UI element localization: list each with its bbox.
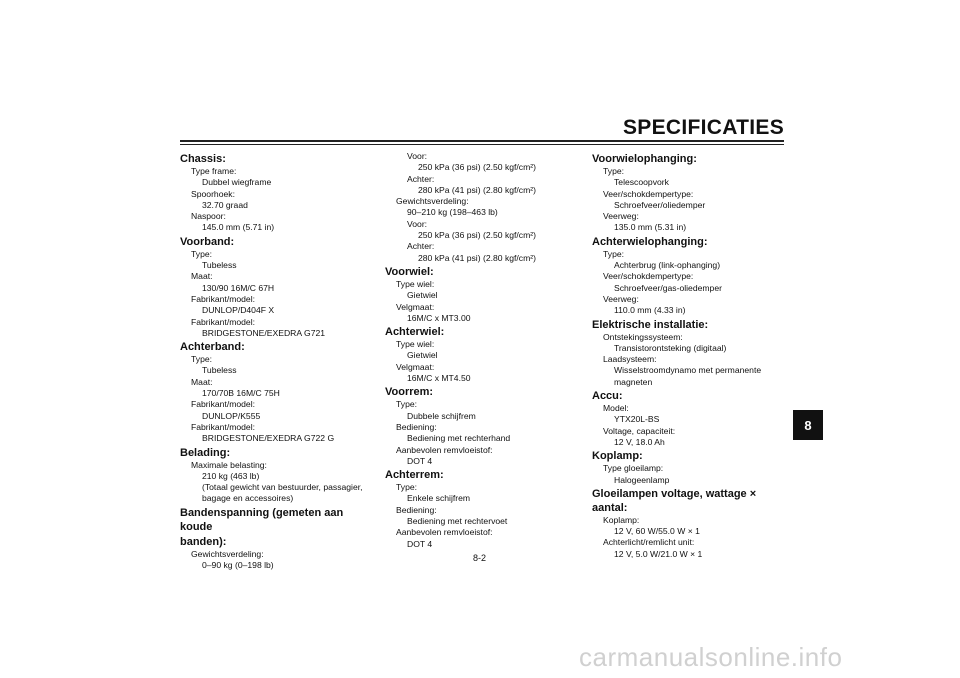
spec-column-middle [385,151,581,550]
spec-line: Achterbrug (link-ophanging) [614,260,721,271]
page-title: SPECIFICATIES [622,116,784,139]
spec-line: Achter: [407,241,435,252]
section-heading: Voorwielophanging: [592,153,697,165]
spec-line: Voltage, capaciteit: [603,425,676,436]
spec-line: Veer/schokdempertype: [603,271,694,282]
page-number: 8-2 [473,553,487,563]
spec-line: Model: [603,403,629,414]
spec-line: Maat: [191,271,213,282]
spec-line: (Totaal gewicht van bestuurder, passagier, [202,482,363,493]
spec-line: 135.0 mm (5.31 in) [614,222,687,233]
spec-line: Wisselstroomdynamo met permanente [614,365,762,376]
section-heading: Voorband: [180,235,235,248]
spec-line: 0–90 kg (0–198 lb) [202,560,274,571]
spec-line: Fabrikant/model: [191,421,256,432]
section-heading: Koplamp: [592,450,643,463]
spec-line: Type: [191,248,213,259]
spec-line: Type: [396,482,418,493]
section-heading: Gloeilampen voltage, wattage × aantal: [592,487,757,514]
section-heading: Accu: [592,390,623,403]
spec-line: magneten [614,376,653,387]
spec-line: Type wiel: [396,339,435,350]
spec-line: Achter: [407,173,435,184]
spec-line: Dubbele schijfrem [407,410,476,421]
spec-line: Laadsysteem: [603,354,657,365]
watermark: carmanualsonline.info [579,642,843,672]
spec-line: BRIDGESTONE/EXEDRA G722 G [202,433,335,444]
spec-line: Naspoor: [191,211,226,222]
spec-line: Type gloeilamp: [603,463,664,474]
spec-line: Gewichtsverdeling: [396,196,469,207]
spec-line: 12 V, 5.0 W/21.0 W × 1 [614,548,703,559]
spec-line: Bediening: [396,421,437,432]
spec-line: Spoorhoek: [191,188,235,199]
spec-line: Bediening: [396,504,437,515]
spec-line: Ontstekingssysteem: [603,331,683,342]
section-heading: Voorrem: [385,386,434,399]
spec-line: Achterlicht/remlicht unit: [603,537,695,548]
header-rule-thin [180,144,784,145]
header-rule [180,140,784,142]
spec-line: Veerweg: [603,293,639,304]
section-heading: Voorwiel: [385,265,434,278]
section-heading: banden): [180,535,227,548]
spec-line: Koplamp: [603,514,640,525]
section-heading: Achterwielophanging: [592,235,708,248]
spec-line: Type wiel: [396,278,435,289]
spec-line: Type frame: [191,166,237,176]
spec-line: Veer/schokdempertype: [603,188,694,199]
spec-line: 90–210 kg (198–463 lb) [407,207,498,218]
spec-line: Transistorontsteking (digitaal) [614,342,727,353]
section-heading: Achterband: [180,341,245,354]
spec-line: 110.0 mm (4.33 in) [614,305,686,316]
spec-line: YTX20L-BS [614,414,660,425]
spec-line: 32.70 graad [202,199,248,210]
spec-line: Veerweg: [603,211,639,222]
spec-line: Fabrikant/model: [191,293,256,304]
spec-line: Bediening met rechterhand [407,433,511,444]
spec-line: Fabrikant/model: [191,399,256,410]
spec-line: Type: [396,399,418,410]
spec-line: Tubeless [202,365,237,376]
spec-line: 130/90 16M/C 67H [202,282,275,293]
spec-line: Dubbel wiegframe [202,177,272,188]
spec-line: DUNLOP/K555 [202,410,261,421]
spec-line: Type: [603,248,625,259]
section-heading: Belading: [180,446,231,459]
spec-line: 145.0 mm (5.71 in) [202,222,275,233]
spec-line: Fabrikant/model: [191,316,256,327]
spec-line: 280 kPa (41 psi) (2.80 kgf/cm²) [418,184,536,195]
spec-column-right [592,151,788,560]
spec-line: Type: [603,166,625,176]
spec-line: Maat: [191,376,213,387]
spec-line: Velgmaat: [396,301,435,312]
section-heading: Achterrem: [385,469,444,482]
spec-line: Aanbevolen remvloeistof: [396,444,493,455]
spec-line: Telescoopvork [614,177,669,188]
section-heading: Chassis: [180,153,226,165]
spec-line: 16M/C x MT4.50 [407,373,471,384]
spec-line: BRIDGESTONE/EXEDRA G721 [202,327,326,338]
spec-line: DOT 4 [407,455,433,466]
spec-line: Gietwiel [407,350,438,361]
section-heading: Achterwiel: [385,326,445,339]
spec-line: Velgmaat: [396,361,435,372]
spec-column-left [180,151,376,571]
spec-line: Enkele schijfrem [407,493,471,504]
spec-line: 250 kPa (36 psi) (2.50 kgf/cm²) [418,230,536,241]
section-heading: Bandenspanning (gemeten aan koude [180,506,344,533]
section-heading: Elektrische installatie: [592,318,709,331]
spec-line: Gietwiel [407,290,438,301]
spec-line: 210 kg (463 lb) [202,470,260,481]
spec-line: Voor: [407,151,428,161]
spec-line: Bediening met rechtervoet [407,516,508,527]
spec-line: DUNLOP/D404F X [202,305,275,316]
spec-line: Halogeenlamp [614,474,670,485]
spec-line: 16M/C x MT3.00 [407,312,471,323]
spec-line: 12 V, 18.0 Ah [614,436,665,447]
spec-line: Type: [191,354,213,365]
spec-line: 12 V, 60 W/55.0 W × 1 [614,526,700,537]
spec-line: 250 kPa (36 psi) (2.50 kgf/cm²) [418,162,536,173]
spec-line: 170/70B 16M/C 75H [202,388,280,399]
chapter-tab[interactable]: 8 [793,410,823,440]
spec-line: DOT 4 [407,538,433,549]
spec-line: Schroefveer/oliedemper [614,199,706,210]
spec-line: Gewichtsverdeling: [191,548,264,559]
spec-line: Tubeless [202,260,237,271]
spec-line: 280 kPa (41 psi) (2.80 kgf/cm²) [418,252,536,263]
spec-line: Schroefveer/gas-oliedemper [614,282,722,293]
spec-line: bagage en accessoires) [202,493,294,504]
spec-line: Voor: [407,218,428,229]
spec-line: Maximale belasting: [191,459,267,470]
spec-line: Aanbevolen remvloeistof: [396,527,493,538]
